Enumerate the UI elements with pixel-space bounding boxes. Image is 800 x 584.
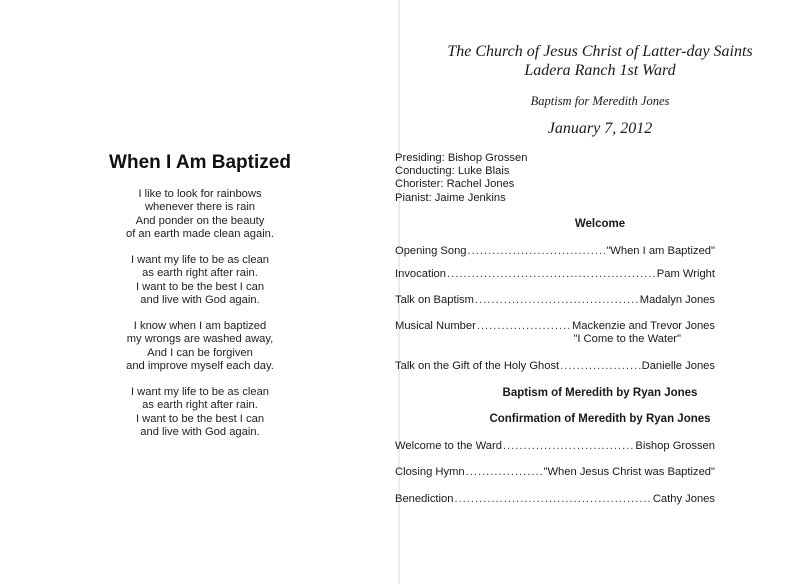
program-value: Bishop Grossen — [635, 440, 715, 452]
poem-line: whenever there is rain — [144, 201, 256, 214]
presiding: Presiding: Bishop Grossen — [395, 152, 528, 164]
program-invocation — [395, 268, 715, 281]
program-benediction — [395, 493, 715, 506]
poem-line: And ponder on the beauty — [135, 214, 265, 227]
program-label: Talk on the Gift of the Holy Ghost — [395, 360, 560, 372]
program-musical-number — [395, 320, 715, 346]
poem-stanza-2 — [0, 254, 400, 308]
poem-line: I want to be the best I can — [135, 280, 265, 293]
poem-line: and live with God again. — [140, 294, 260, 307]
program-label: Benediction — [395, 493, 454, 505]
poem-line: my wrongs are washed away, — [126, 333, 274, 346]
program-label: Closing Hymn — [395, 466, 465, 478]
church-name — [400, 42, 800, 80]
program-closing-hymn — [395, 466, 715, 479]
program-talk-baptism — [395, 294, 715, 307]
welcome-heading: Welcome — [574, 218, 626, 230]
program-value: Mackenzie and Trevor Jones — [571, 320, 715, 332]
leader-dots — [447, 268, 656, 281]
baptism-heading: Baptism of Meredith by Ryan Jones — [502, 387, 698, 399]
chorister: Chorister: Rachel Jones — [395, 178, 515, 191]
program-opening-song — [395, 245, 715, 258]
officers-list — [395, 152, 527, 205]
poem-line: I want to be the best I can — [135, 412, 265, 425]
poem-stanza-4 — [0, 386, 400, 440]
program-subvalue: "I Come to the Water" — [573, 333, 681, 345]
poem-line: And I can be forgiven — [147, 346, 253, 359]
poem-line: I want my life to be as clean — [130, 254, 270, 266]
program-value: Danielle Jones — [641, 360, 715, 372]
program-welcome-ward — [395, 440, 715, 453]
poem-stanza-1 — [0, 188, 400, 242]
confirmation-heading: Confirmation of Meredith by Ryan Jones — [489, 413, 711, 425]
program-label: Musical Number — [395, 320, 476, 332]
leader-dots — [468, 245, 606, 258]
poem-line: I know when I am baptized — [133, 320, 267, 332]
leader-dots — [454, 493, 651, 506]
program-value: Madalyn Jones — [639, 294, 715, 306]
baptism-for: Baptism for Meredith Jones — [530, 94, 670, 108]
poem-title: When I Am Baptized — [109, 152, 291, 173]
poem-line: of an earth made clean again. — [125, 228, 275, 241]
leader-dots — [560, 360, 640, 373]
program-talk-holy-ghost — [395, 360, 715, 373]
program-value: "When Jesus Christ was Baptized" — [543, 466, 715, 478]
poem-line: and live with God again. — [140, 426, 260, 439]
program-value: Cathy Jones — [652, 493, 715, 505]
poem-line: as earth right after rain. — [142, 267, 258, 280]
program-label: Talk on Baptism — [395, 294, 474, 306]
program-value: "When I am Baptized" — [606, 245, 715, 257]
program-date: January 7, 2012 — [547, 120, 653, 137]
pianist: Pianist: Jaime Jenkins — [395, 191, 506, 204]
church-line-2: Ladera Ranch 1st Ward — [524, 62, 676, 79]
poem-line: and improve myself each day. — [126, 360, 274, 373]
program-label: Welcome to the Ward — [395, 440, 502, 452]
leader-dots — [503, 440, 634, 453]
poem-stanza-3 — [0, 320, 400, 374]
leader-dots — [475, 294, 639, 307]
program-label: Opening Song — [395, 245, 467, 257]
poem-line: I want my life to be as clean — [130, 386, 270, 398]
poem-line: as earth right after rain. — [142, 399, 258, 412]
leader-dots — [477, 320, 571, 333]
poem-line: I like to look for rainbows — [138, 188, 262, 200]
church-line-1: The Church of Jesus Christ of Latter-day Saints — [447, 43, 753, 60]
leader-dots — [466, 466, 543, 479]
program-value: Pam Wright — [656, 268, 715, 280]
conducting: Conducting: Luke Blais — [395, 165, 510, 178]
program-label: Invocation — [395, 268, 446, 280]
